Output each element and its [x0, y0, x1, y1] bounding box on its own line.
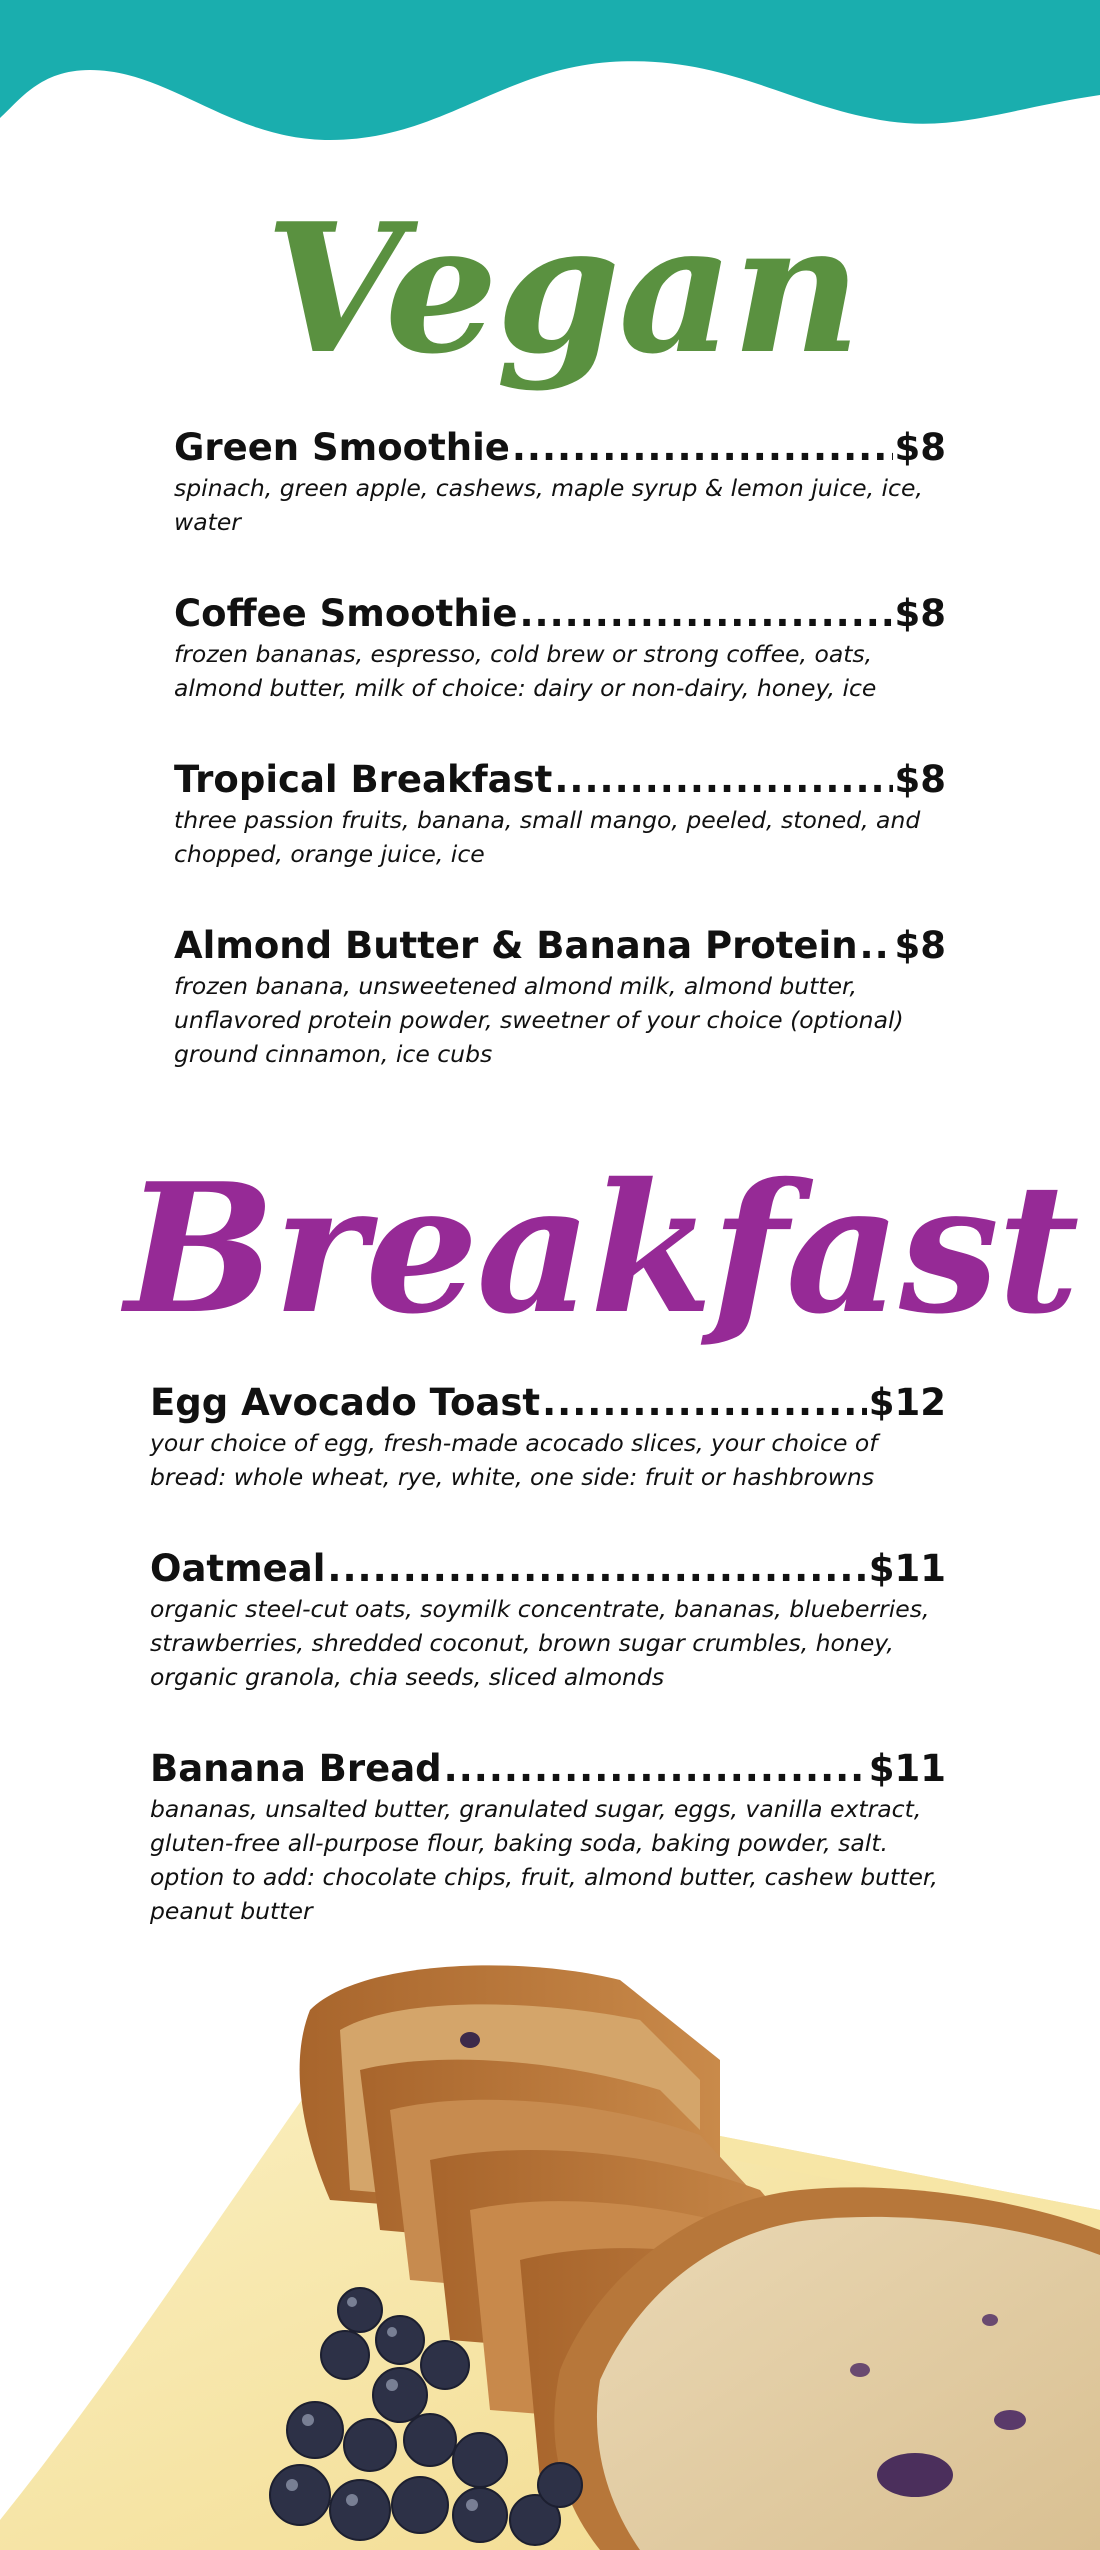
menu-item [150, 1380, 946, 1494]
item-price: $8 [894, 924, 946, 967]
breakfast-menu-list [150, 1380, 946, 1980]
item-name: Oatmeal [150, 1547, 326, 1590]
item-name: Tropical Breakfast [174, 758, 553, 801]
item-name: Almond Butter & Banana Protein [174, 924, 858, 967]
item-description: frozen bananas, espresso, cold brew or strong coffee, oats, almond butter, milk of choice: dairy or non-dairy, honey, ice [174, 640, 877, 702]
menu-item [150, 1546, 946, 1694]
item-price: $8 [894, 592, 946, 635]
menu-item [174, 757, 946, 871]
vegan-menu-list [174, 425, 946, 1123]
menu-item [174, 923, 946, 1071]
item-description: frozen banana, unsweetened almond milk, almond butter, unflavored protein powder, sweetner of your choice (optional) ground cinnamon, ice cubs [174, 972, 904, 1068]
item-price: $12 [868, 1381, 946, 1424]
dot-leader [444, 1746, 867, 1792]
banana-bread-photo [0, 1900, 1100, 2550]
dot-leader [542, 1380, 867, 1426]
dot-leader [512, 425, 893, 471]
item-price: $8 [894, 426, 946, 469]
top-wave-banner [0, 0, 1100, 150]
item-description: organic steel-cut oats, soymilk concentrate, bananas, blueberries, strawberries, shredded coconut, brown sugar crumbles, honey, organic granola, chia seeds, sliced almonds [150, 1595, 930, 1691]
menu-item [174, 591, 946, 705]
item-price: $11 [868, 1747, 946, 1790]
breakfast-section-title: Breakfast [125, 1144, 1078, 1353]
dot-leader [519, 591, 892, 637]
item-description: your choice of egg, fresh-made acocado slices, your choice of bread: whole wheat, rye, white, one side: fruit or hashbrowns [150, 1429, 878, 1491]
dot-leader [860, 923, 893, 969]
item-name: Coffee Smoothie [174, 592, 518, 635]
vegan-section-title: Vegan [265, 184, 860, 393]
item-name: Egg Avocado Toast [150, 1381, 541, 1424]
dot-leader [554, 757, 892, 803]
item-description: bananas, unsalted butter, granulated sugar, eggs, vanilla extract, gluten-free all-purpose flour, baking soda, baking powder, salt. option to add: chocolate chips, fruit, almond butter, cashew butter, peanut butter [150, 1795, 938, 1925]
item-price: $11 [868, 1547, 946, 1590]
item-name: Green Smoothie [174, 426, 510, 469]
dot-leader [327, 1546, 866, 1592]
item-description: spinach, green apple, cashews, maple syrup & lemon juice, ice, water [174, 474, 923, 536]
menu-item [174, 425, 946, 539]
item-price: $8 [894, 758, 946, 801]
item-description: three passion fruits, banana, small mango, peeled, stoned, and chopped, orange juice, ice [174, 806, 921, 868]
item-name: Banana Bread [150, 1747, 442, 1790]
